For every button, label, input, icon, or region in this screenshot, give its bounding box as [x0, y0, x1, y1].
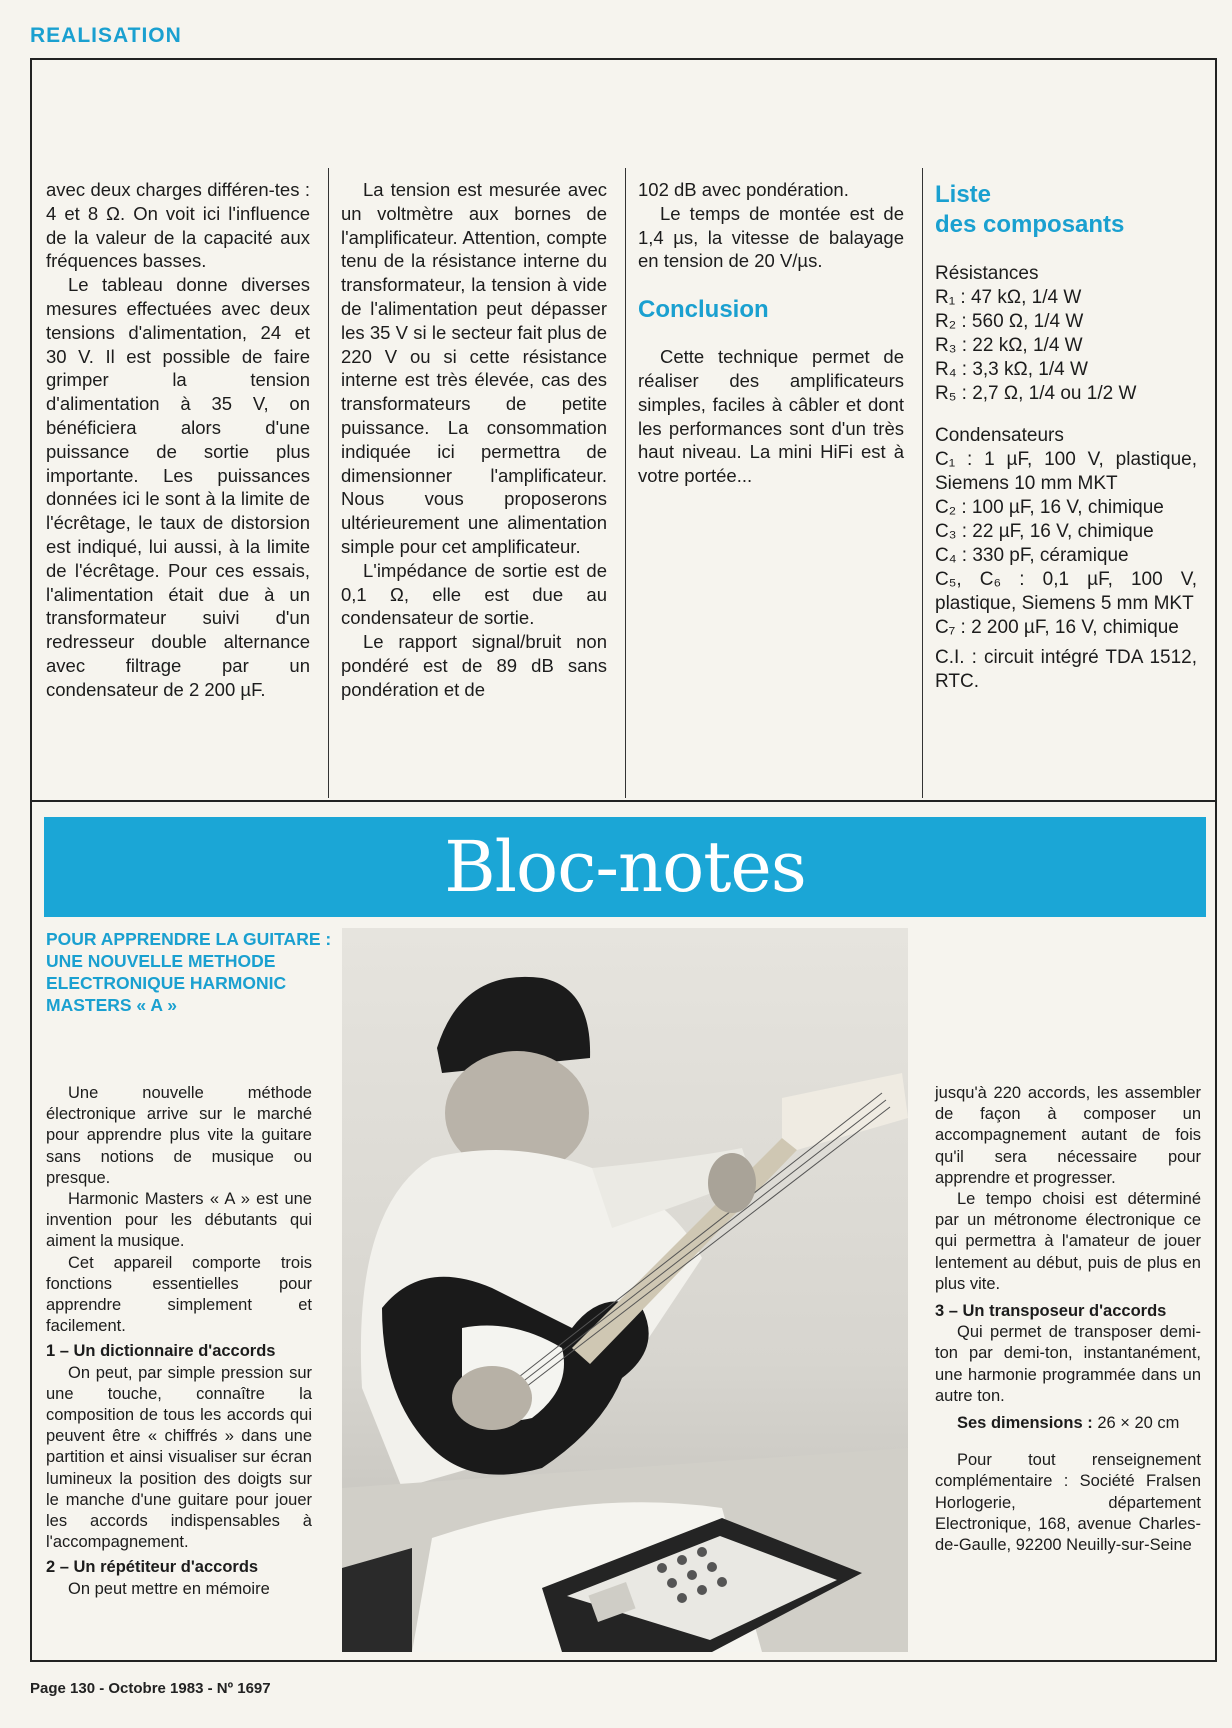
title-line: des composants: [935, 211, 1125, 238]
ic-item: C.I. : circuit intégré TDA 1512, RTC.: [935, 647, 1197, 692]
paragraph: Harmonic Masters « A » est une invention pour les débutants qui aiment la musique.: [46, 1190, 312, 1251]
component-list-title: [935, 180, 1197, 240]
paragraph: L'impédance de sortie est de 0,1 Ω, elle est due au condensateur de sortie.: [341, 559, 607, 629]
subheading: 3 – Un transposeur d'accords: [935, 1302, 1167, 1321]
paragraph: Qui permet de transposer demi-ton par demi-ton, instantanément, une harmonie programmée dans un autre ton.: [935, 1323, 1201, 1405]
dimensions-line: [935, 1413, 1201, 1434]
list-item: R₁ : 47 kΩ, 1/4 W: [935, 287, 1082, 308]
paragraph: Le tempo choisi est déterminé par un métronome électronique ce qui permettra à l'amateur de jouer lentement au début, puis de plus en plus vite.: [935, 1190, 1201, 1293]
subheading: 2 – Un répétiteur d'accords: [46, 1558, 259, 1577]
list-item: C₇ : 2 200 µF, 16 V, chimique: [935, 617, 1179, 638]
capacitors-group: [935, 424, 1197, 640]
blocnotes-banner: [44, 817, 1206, 917]
list-item: R₂ : 560 Ω, 1/4 W: [935, 311, 1084, 332]
list-item: R₅ : 2,7 Ω, 1/4 ou 1/2 W: [935, 383, 1137, 404]
paragraph: Le rapport signal/bruit non pondéré est de 89 dB sans pondération et de: [341, 631, 607, 700]
blocnotes-headline: POUR APPRENDRE LA GUITARE : UNE NOUVELLE METHODE ELECTRONIQUE HARMONIC MASTERS « A »: [46, 929, 332, 1015]
list-item: C₃ : 22 µF, 16 V, chimique: [935, 521, 1154, 542]
dimensions-label: Ses dimensions :: [957, 1414, 1093, 1433]
column-rule: [328, 168, 329, 798]
paragraph: On peut, par simple pression sur une touche, connaître la composition de tous les accords qui peuvent être « chiffrés » dans une partition et ainsi visualiser sur écran lumineux la position des doigts sur le manche d'une guitare pour jouer les accords indispensables à l'accompagnement.: [46, 1363, 312, 1552]
paragraph: 102 dB avec pondération.: [638, 179, 849, 200]
conclusion-heading: Conclusion: [638, 296, 769, 324]
list-item: R₄ : 3,3 kΩ, 1/4 W: [935, 359, 1088, 380]
banner-title: Bloc-notes: [444, 826, 806, 908]
blocnotes-left-column: [46, 1083, 312, 1600]
paragraph: La tension est mesurée avec un voltmètre aux bornes de l'amplificateur. Attention, compte tenu de la résistance interne du transformateur, la tension à vide de l'alimentation peut dépasser les 35 V si le secteur fait plus de 220 V ou si cette résistance interne est très élevée, cas des transformateurs de petite puissance. La consommation indiquée ici permettra de dimensionner l'amplificateur. Nous vous proposerons ultérieurement une alimentation simple pour cet amplificateur.: [341, 179, 607, 557]
list-item: C₄ : 330 pF, céramique: [935, 545, 1129, 566]
paragraph: Pour tout renseignement complémentaire : Société Fralsen Horlogerie, département Electronique, 168, avenue Charles-de-Gaulle, 92200 Neuilly-sur-Seine: [935, 1451, 1201, 1555]
page-footer: Page 130 - Octobre 1983 - Nº 1697: [30, 1680, 271, 1697]
article-column-2: [341, 178, 607, 702]
list-item: C₅, C₆ : 0,1 µF, 100 V, plastique, Siemens 5 mm MKT: [935, 569, 1197, 614]
guitarist-photo: [342, 928, 908, 1652]
dimensions-value: 26 × 20 cm: [1097, 1414, 1180, 1433]
group-label: Résistances: [935, 263, 1039, 284]
component-list: [935, 180, 1197, 694]
paragraph: On peut mettre en mémoire: [68, 1579, 270, 1598]
paragraph: avec deux charges différen-tes : 4 et 8 Ω. On voit ici l'influence de la valeur de la capacité aux fréquences basses.: [46, 179, 310, 272]
title-line: Liste: [935, 181, 992, 208]
blocnotes-right-column: [935, 1083, 1201, 1556]
group-label: Condensateurs: [935, 425, 1064, 446]
column-rule: [922, 168, 923, 798]
paragraph: Une nouvelle méthode électronique arrive sur le marché pour apprendre plus vite la guitare sans notions de musique ou presque.: [46, 1084, 312, 1187]
paragraph: Cette technique permet de réaliser des amplificateurs simples, faciles à câbler et dont les performances sont d'un très haut niveau. La mini HiFi est à votre portée...: [638, 346, 904, 487]
column-rule: [625, 168, 626, 798]
paragraph: Le temps de montée est de 1,4 µs, la vitesse de balayage en tension de 20 V/µs.: [638, 202, 904, 272]
paragraph: Le tableau donne diverses mesures effectuées avec deux tensions d'alimentation, 24 et 30 V. Il est possible de faire grimper la tension d'alimentation à 35 V, on bénéficiera alors d'une puissance de sortie plus importante. Les puissances données ici le sont à la limite de l'écrêtage, le taux de distorsion est indiqué, lui aussi, à la limite de l'écrêtage. Pour ces essais, l'alimentation était due à un transformateur suivi d'un redresseur double alternance avec filtrage par un condensateur de 2 200 µF.: [46, 274, 310, 700]
paragraph: Cet appareil comporte trois fonctions essentielles pour apprendre simplement et facilement.: [46, 1253, 312, 1336]
resistances-group: [935, 262, 1197, 406]
article-column-3: [638, 178, 904, 488]
paragraph: jusqu'à 220 accords, les assembler de façon à composer un accompagnement autant de fois qu'il sera nécessaire pour apprendre et progresser.: [935, 1084, 1201, 1187]
subheading: 1 – Un dictionnaire d'accords: [46, 1342, 276, 1361]
article-column-1: [46, 178, 310, 702]
section-label: REALISATION: [30, 24, 182, 47]
list-item: C₁ : 1 µF, 100 V, plastique, Siemens 10 mm MKT: [935, 449, 1197, 494]
list-item: R₃ : 22 kΩ, 1/4 W: [935, 335, 1083, 356]
list-item: C₂ : 100 µF, 16 V, chimique: [935, 497, 1164, 518]
